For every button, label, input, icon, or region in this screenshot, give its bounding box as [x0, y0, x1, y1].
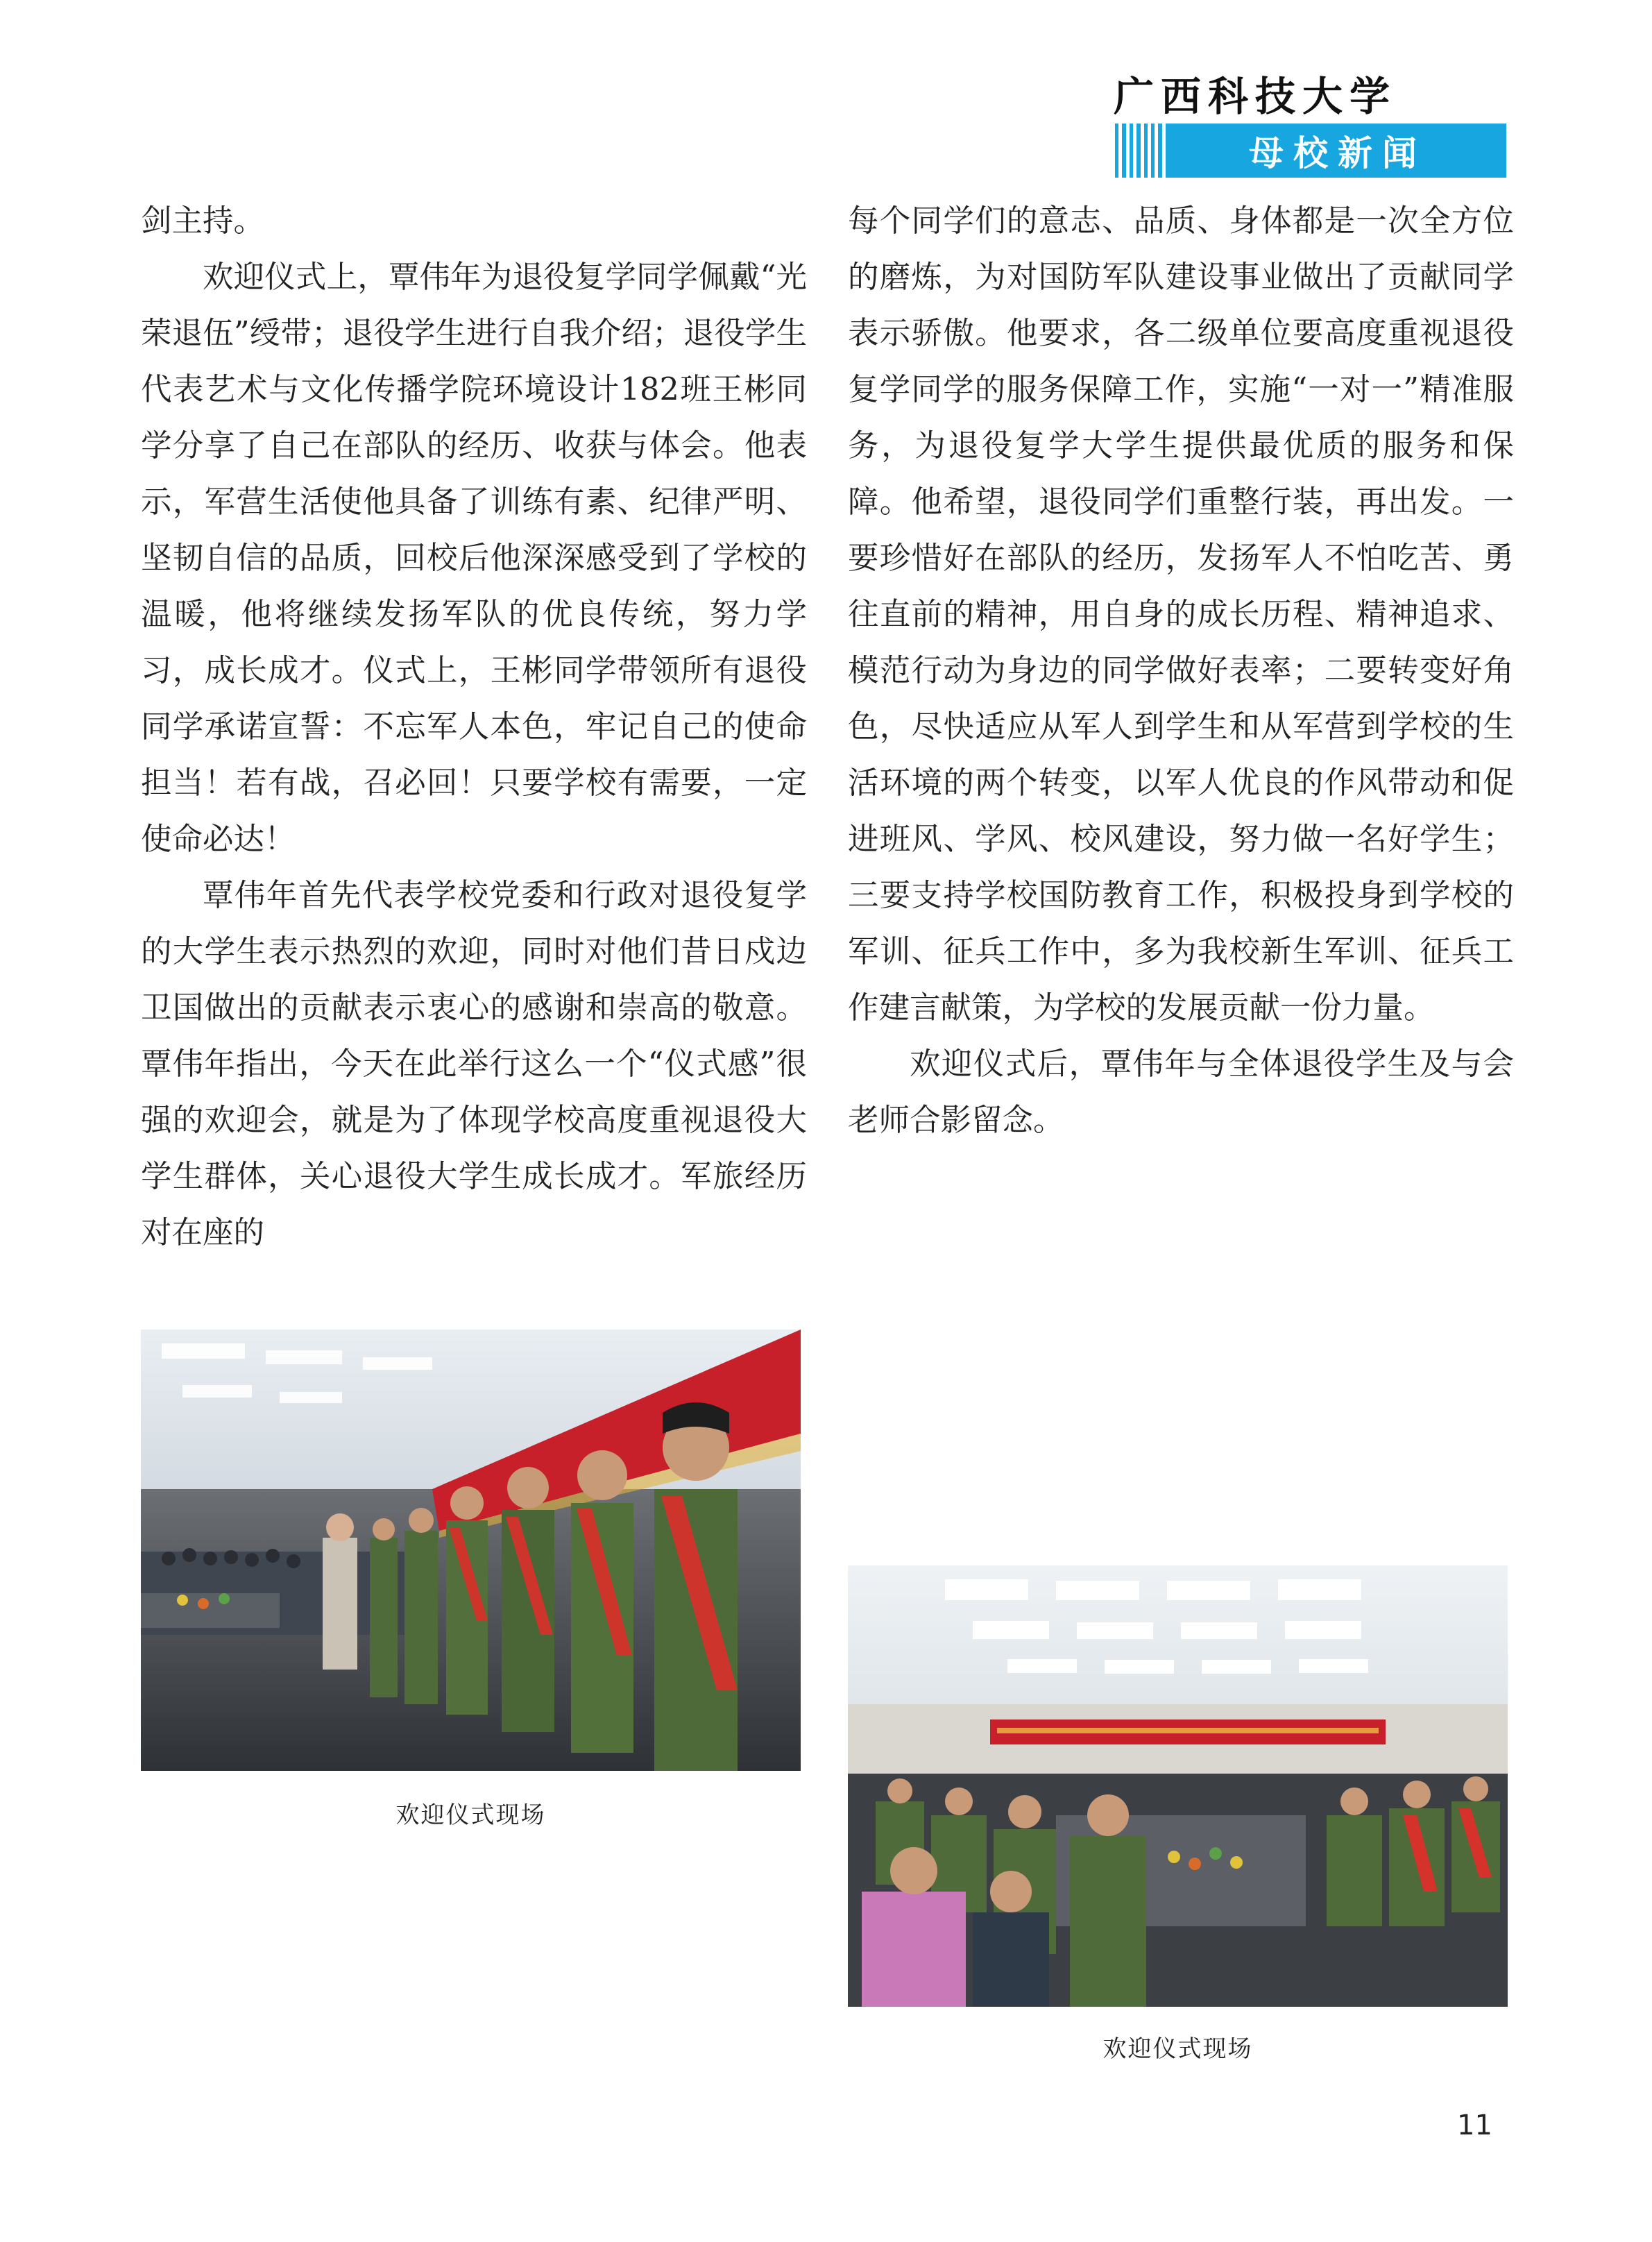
paragraph: 每个同学们的意志、品质、身体都是一次全方位的磨炼，为对国防军队建设事业做出了贡献同学表示骄傲。他要求，各二级单位要高度重视退役复学同学的服务保障工作，实施“一对一”精准服务，为退役复学大学生提供最优质的服务和保障。他希望，退役同学们重整行装，再出发。一要珍惜好在部队的经历，发扬军人不怕吃苦、勇往直前的精神，用自身的成长历程、精神追求、模范行动为身边的同学做好表率；二要转变好角色，尽快适应从军人到学生和从军营到学校的生活环境的两个转变，以军人优良的作风带动和促进班风、学风、校风建设，努力做一名好学生；三要支持学校国防教育工作，积极投身到学校的军训、征兵工作中，多为我校新生军训、征兵工作建言献策，为学校的发展贡献一份力量。: [848, 203, 1514, 1026]
right-column: [848, 193, 1514, 1148]
ceremony-photo-1-image: [141, 1330, 801, 1771]
ceremony-photo-1: [141, 1330, 801, 1771]
section-banner: [1114, 124, 1506, 178]
photo-caption-1: 欢迎仪式现场: [395, 1801, 546, 1829]
ceremony-photo-2-image: [848, 1565, 1508, 2007]
section-label: 母校新闻: [1169, 124, 1506, 178]
paragraph: 覃伟年首先代表学校党委和行政对退役复学的大学生表示热烈的欢迎，同时对他们昔日戍边卫国做出的贡献表示衷心的感谢和崇高的敬意。覃伟年指出，今天在此举行这么一个“仪式感”很强的欢迎会，就是为了体现学校高度重视退役大学生群体，关心退役大学生成长成才。军旅经历对在座的: [141, 878, 807, 1250]
paragraph: 剑主持。: [141, 203, 265, 239]
publication-title: 广西科技大学: [1114, 73, 1397, 120]
banner-stripes: [1114, 124, 1169, 178]
paragraph: 欢迎仪式上，覃伟年为退役复学同学佩戴“光荣退伍”绶带；退役学生进行自我介绍；退役学生代表艺术与文化传播学院环境设计182班王彬同学分享了自己在部队的经历、收获与体会。他表示，军营生活使他具备了训练有素、纪律严明、坚韧自信的品质，回校后他深深感受到了学校的温暖，他将继续发扬军队的优良传统，努力学习，成长成才。仪式上，王彬同学带领所有退役同学承诺宣誓：不忘军人本色，牢记自己的使命担当！若有战，召必回！只要学校有需要，一定使命必达！: [141, 260, 807, 857]
ceremony-photo-2: [848, 1565, 1508, 2007]
left-column: [141, 193, 807, 1261]
paragraph: 欢迎仪式后，覃伟年与全体退役学生及与会老师合影留念。: [848, 1046, 1514, 1138]
page-number: 11: [1457, 2109, 1492, 2141]
photo-caption-2: 欢迎仪式现场: [1102, 2035, 1253, 2063]
